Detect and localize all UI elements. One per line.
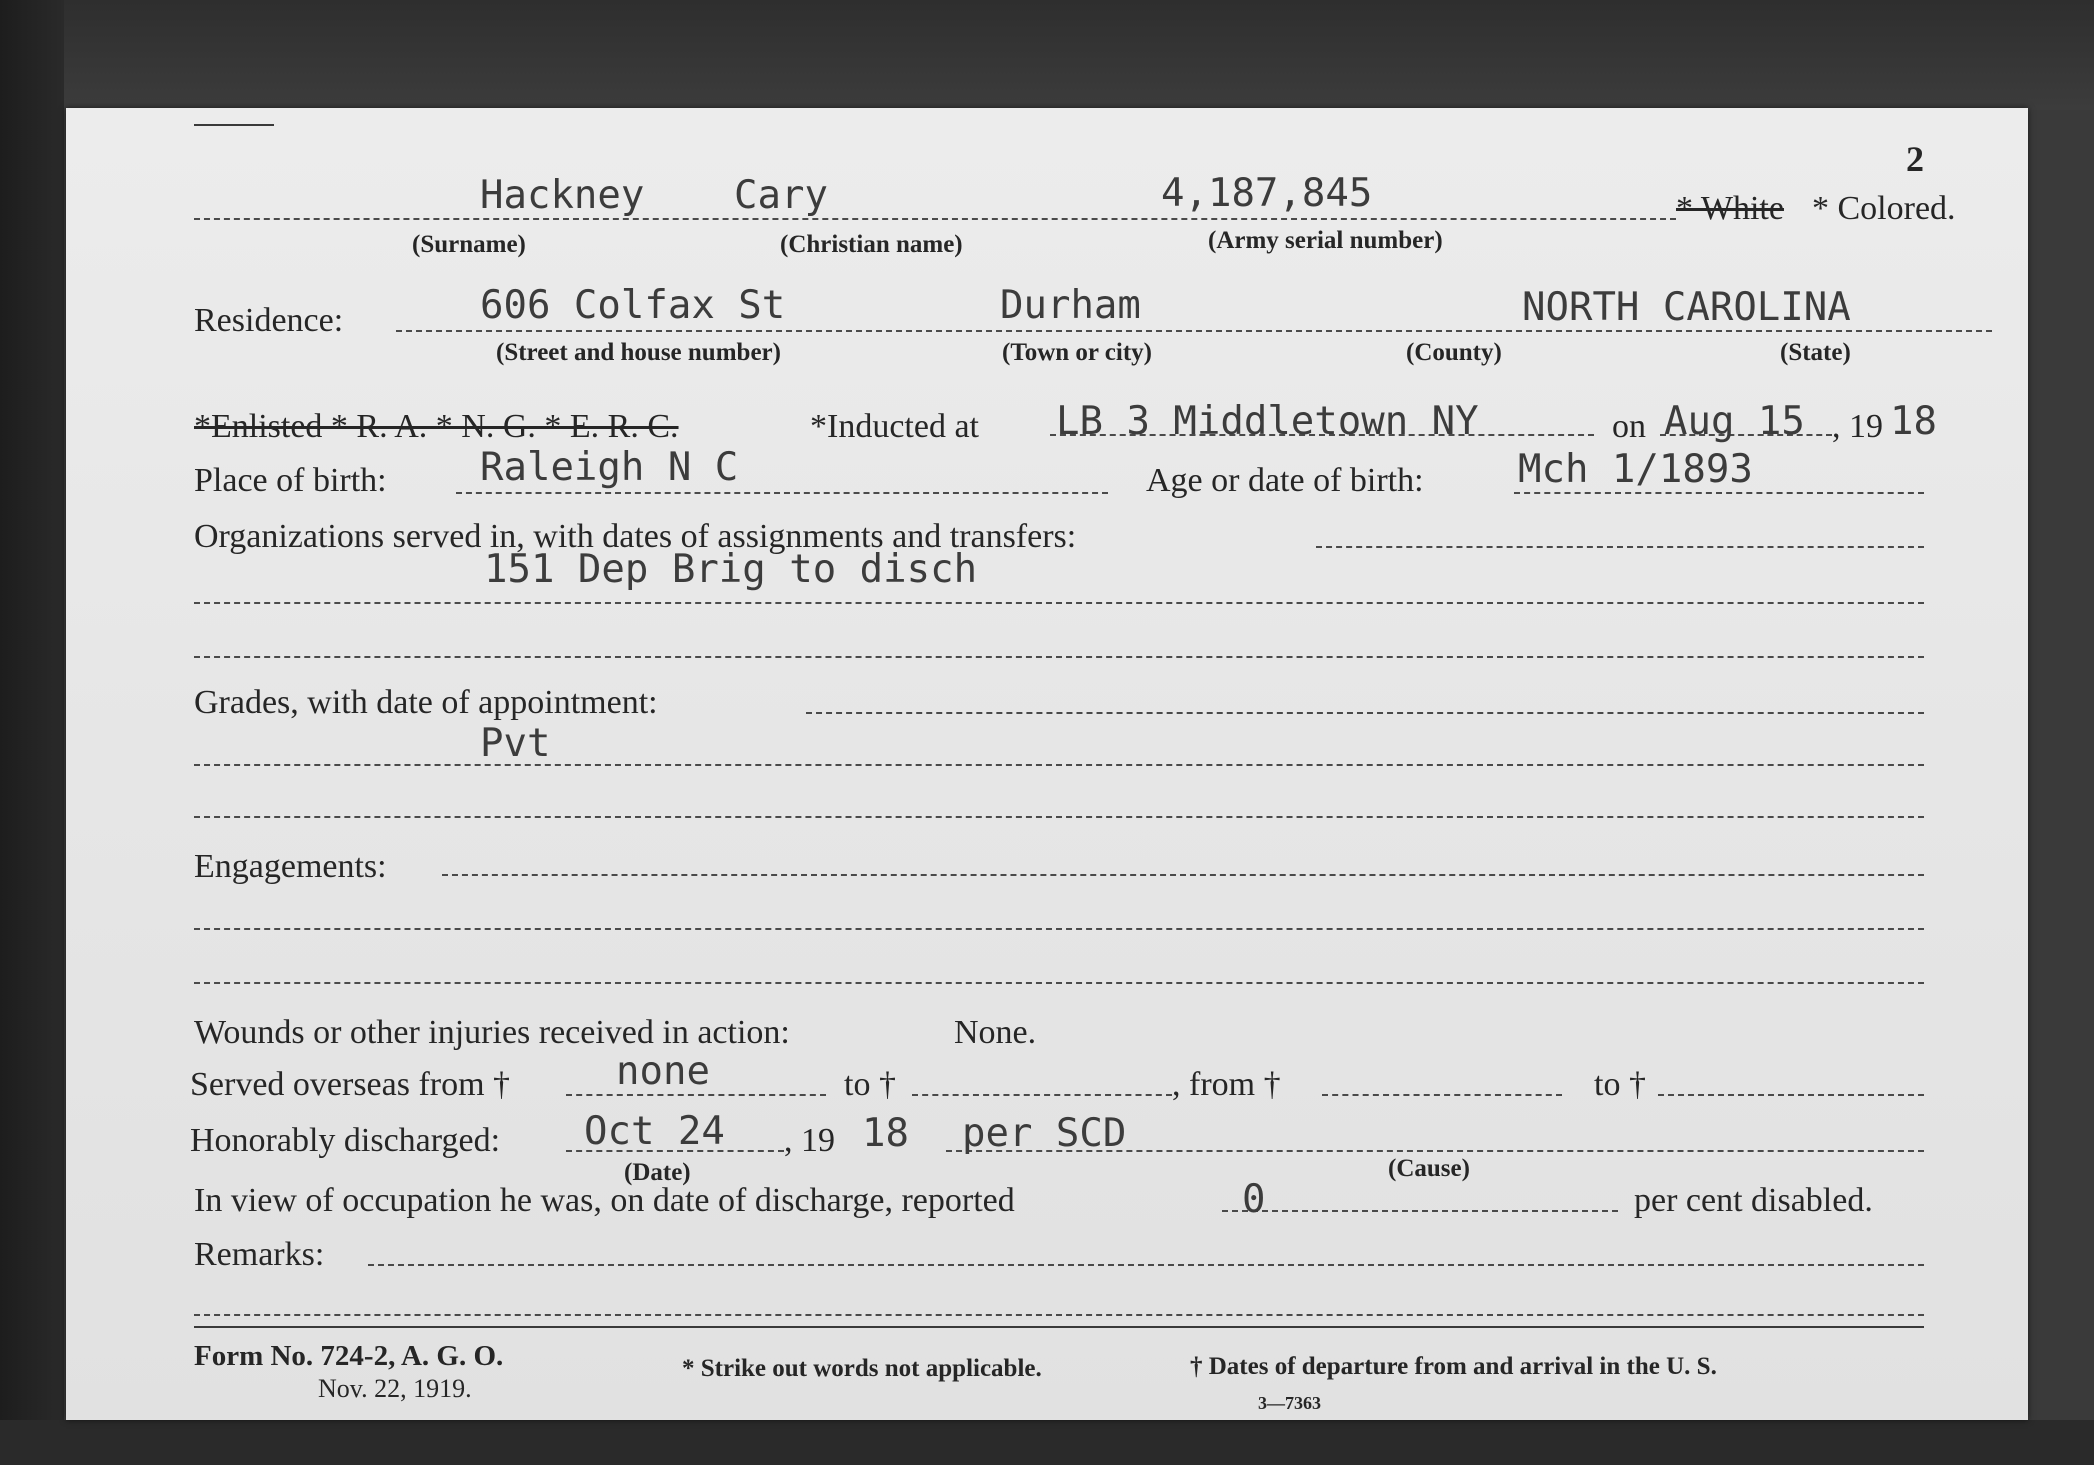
surname-value: Hackney	[480, 173, 645, 218]
inducted-date-value: Aug 15	[1664, 399, 1805, 444]
disability-label: In view of occupation he was, on date of discharge, reported	[194, 1182, 1015, 1219]
residence-line	[396, 330, 1992, 332]
discharge-year-suffix: 18	[862, 1111, 909, 1156]
state-caption: (State)	[1780, 339, 1851, 366]
inducted-on-label: on	[1612, 408, 1646, 445]
residence-town-value: Durham	[1000, 283, 1141, 328]
organizations-value: 151 Dep Brig to disch	[484, 547, 978, 592]
name-line	[194, 218, 1676, 220]
form-number: Form No. 724-2, A. G. O.	[194, 1340, 504, 1372]
wounds-value: None.	[954, 1014, 1037, 1051]
organizations-line-2	[194, 602, 1924, 604]
grades-line-1	[806, 712, 1924, 714]
overseas-to-line	[912, 1094, 1172, 1096]
grades-line-2	[194, 764, 1924, 766]
inducted-year-suffix: 18	[1890, 399, 1937, 444]
engagements-label: Engagements:	[194, 848, 387, 885]
service-record-card	[66, 108, 2028, 1420]
serial-number-value: 4,187,845	[1161, 171, 1373, 216]
county-caption: (County)	[1406, 339, 1502, 366]
remarks-line-1	[368, 1264, 1924, 1266]
organizations-label: Organizations served in, with dates of assignments and transfers:	[194, 518, 1077, 555]
footer-rule	[194, 1326, 1924, 1328]
engagements-line-3	[194, 982, 1924, 984]
strike-out-note: * Strike out words not applicable.	[682, 1355, 1042, 1382]
backdrop-left	[0, 0, 64, 1465]
discharge-date-caption: (Date)	[624, 1159, 691, 1186]
organizations-line-1	[1316, 546, 1924, 548]
grades-value: Pvt	[480, 721, 551, 766]
overseas-to2-label: to †	[1594, 1066, 1646, 1103]
serial-number-caption: (Army serial number)	[1208, 227, 1443, 254]
print-code: 3—7363	[1258, 1393, 1321, 1413]
grades-label: Grades, with date of appointment:	[194, 684, 658, 721]
overseas-to-label: to †	[844, 1066, 896, 1103]
remarks-label: Remarks:	[194, 1236, 325, 1273]
place-of-birth-line	[456, 492, 1108, 494]
inducted-year-prefix: , 19	[1832, 408, 1883, 445]
inducted-at-label: *Inducted at	[810, 408, 979, 445]
discharge-cause-caption: (Cause)	[1388, 1155, 1470, 1182]
disability-value: 0	[1242, 1177, 1266, 1222]
served-overseas-label: Served overseas from †	[190, 1066, 511, 1103]
top-corner-mark	[194, 124, 274, 126]
surname-caption: (Surname)	[412, 231, 526, 258]
christian-name-caption: (Christian name)	[780, 231, 963, 258]
backdrop-bottom	[0, 1420, 2094, 1465]
residence-state-value: NORTH CAROLINA	[1522, 285, 1851, 330]
wounds-label: Wounds or other injuries received in action:	[194, 1014, 790, 1051]
date-of-birth-value: Mch 1/1893	[1518, 447, 1753, 492]
discharge-year-prefix: , 19	[784, 1122, 835, 1159]
age-line	[1514, 492, 1924, 494]
engagements-line-1	[442, 874, 1924, 876]
card-number: 2	[1906, 139, 1924, 179]
disability-line	[1222, 1210, 1618, 1212]
backdrop-top	[0, 0, 2094, 110]
remarks-line-2	[194, 1314, 1924, 1316]
place-of-birth-value: Raleigh N C	[480, 445, 739, 490]
engagements-line-2	[194, 928, 1924, 930]
grades-line-3	[194, 816, 1924, 818]
age-label: Age or date of birth:	[1146, 462, 1424, 499]
discharge-cause-value: per SCD	[962, 1111, 1127, 1156]
christian-name-value: Cary	[734, 173, 828, 218]
residence-label: Residence:	[194, 302, 344, 339]
race-colored-option: * Colored.	[1812, 190, 1956, 227]
disability-suffix: per cent disabled.	[1634, 1182, 1873, 1219]
town-caption: (Town or city)	[1002, 339, 1152, 366]
dates-note: † Dates of departure from and arrival in the U. S.	[1190, 1353, 1717, 1380]
overseas-from2-line	[1322, 1094, 1562, 1096]
discharge-date-value: Oct 24	[584, 1109, 725, 1154]
form-date: Nov. 22, 1919.	[318, 1374, 472, 1403]
residence-street-value: 606 Colfax St	[480, 283, 786, 328]
street-caption: (Street and house number)	[496, 339, 781, 366]
overseas-from-line	[566, 1094, 826, 1096]
race-white-option: * White	[1676, 190, 1784, 227]
overseas-to2-line	[1658, 1094, 1924, 1096]
overseas-from-value: none	[616, 1049, 710, 1094]
enlisted-options-struck: *Enlisted * R. A. * N. G. * E. R. C.	[194, 408, 679, 445]
overseas-from2-label: , from †	[1172, 1066, 1281, 1103]
discharge-label: Honorably discharged:	[190, 1122, 501, 1159]
place-of-birth-label: Place of birth:	[194, 462, 387, 499]
organizations-line-3	[194, 656, 1924, 658]
inducted-place-value: LB 3 Middletown NY	[1056, 399, 1479, 444]
